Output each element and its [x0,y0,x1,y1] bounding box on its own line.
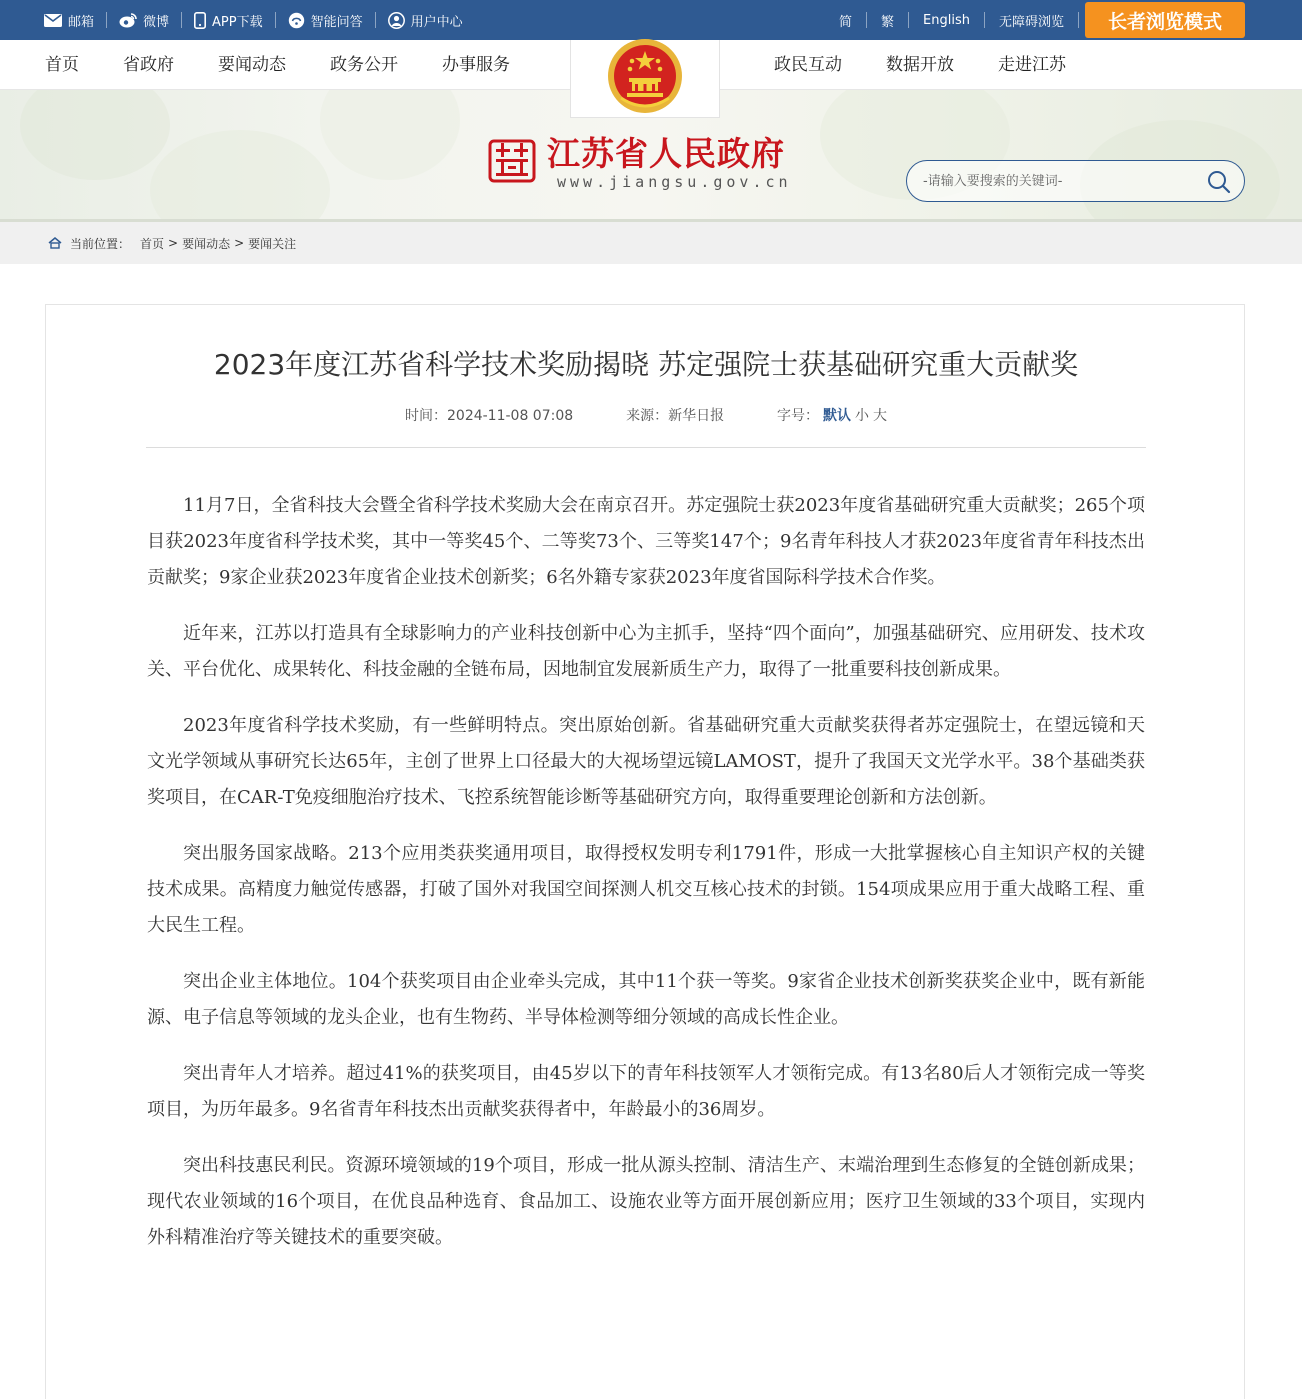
user-center-link[interactable] [376,12,475,28]
user-icon [388,12,405,29]
site-url: www.jiangsu.gov.cn [557,173,792,191]
mail-link[interactable] [44,12,107,28]
home-icon [48,237,62,249]
app-download-link[interactable] [182,12,276,28]
breadcrumb-item-home[interactable]: 首页 [140,236,165,251]
mail-icon [44,14,62,27]
simplified-chinese-link[interactable]: 简 [825,12,867,28]
nav-item-interaction[interactable]: 政民互动 [774,55,842,75]
banner-decoration [320,90,460,180]
breadcrumb [0,222,1302,264]
time-label: 时间： [405,408,447,424]
site-logo-icon [488,137,536,185]
banner-decoration [150,130,330,222]
search-input[interactable] [923,170,1203,192]
article-meta [46,405,1246,425]
publish-time: 2024-11-08 07:08 [447,408,574,424]
article-title: 2023年度江苏省科学技术奖励揭晓 苏定强院士获基础研究重大贡献奖 [213,348,1079,381]
top-bar [0,0,1302,40]
font-size-label: 字号： [776,408,819,424]
nav-item-home[interactable]: 首页 [45,55,79,75]
breadcrumb-separator: > [168,236,179,250]
elder-mode-button[interactable]: 长者浏览模式 [1085,2,1245,38]
font-size-default-button[interactable]: 默认 [822,408,851,424]
chat-icon [288,12,305,29]
article-source: 新华日报 [668,408,725,424]
weibo-label: 微博 [143,14,170,30]
traditional-chinese-link[interactable]: 繁 [867,12,909,28]
breadcrumb-item-news[interactable]: 要闻动态 [182,236,231,251]
smart-qa-label: 智能问答 [310,14,363,30]
mail-label: 邮箱 [68,14,95,30]
weibo-icon [119,13,137,28]
article-paragraph: 突出科技惠民利民。资源环境领域的19个项目，形成一批从源头控制、清洁生产、末端治理到生态修复的全链创新成果；现代农业领域的16个项目，在优良品种选育、食品加工、设施农业等方面开展创新应用；医疗卫生领域的33个项目，实现内外科精准治疗等关键技术的重要突破。 [147,1155,1145,1248]
source-label: 来源： [626,408,669,424]
breadcrumb-label: 当前位置： [70,236,131,251]
article-paragraph: 突出青年人才培养。超过41%的获奖项目，由45岁以下的青年科技领军人才领衔完成。有13名80后人才领衔完成一等奖项目，为历年最多。9名省青年科技杰出贡献奖获得者中，年龄最小的36周岁。 [147,1063,1145,1120]
article-paragraph: 11月7日，全省科技大会暨全省科学技术奖励大会在南京召开。苏定强院士获2023年度省基础研究重大贡献奖；265个项目获2023年度省科学技术奖，其中一等奖45个、二等奖73个、三等奖147个；9名青年科技人才获2023年度省青年科技杰出贡献奖；9家企业获2023年度省企业技术创新奖；6名外籍专家获2023年度省国际科学技术合作奖。 [147,495,1145,588]
article-paragraph: 2023年度省科学技术奖励，有一些鲜明特点。突出原始创新。省基础研究重大贡献奖获得者苏定强院士，在望远镜和天文光学领域从事研究长达65年，主创了世界上口径最大的大视场望远镜LAMOST，提升了我国天文光学水平。38个基础类获奖项目，在CAR-T免疫细胞治疗技术、飞控系统智能诊断等基础研究方向，取得重要理论创新和方法创新。 [147,715,1145,808]
national-emblem-icon [605,36,685,116]
emblem-container [570,40,720,118]
breadcrumb-separator: > [234,236,245,250]
weibo-link[interactable] [107,12,182,28]
breadcrumb-item-focus[interactable]: 要闻关注 [248,236,297,251]
english-link[interactable]: English [909,12,985,28]
smart-qa-link[interactable] [276,12,376,28]
nav-item-open-data[interactable]: 数据开放 [886,55,954,75]
font-size-large-button[interactable]: 大 [872,408,887,424]
user-center-label: 用户中心 [410,14,463,30]
nav-item-about-jiangsu[interactable]: 走进江苏 [998,55,1066,75]
article-paragraph: 突出企业主体地位。104个获奖项目由企业牵头完成，其中11个获一等奖。9家省企业技术创新奖获奖企业中，既有新能源、电子信息等领域的龙头企业，也有生物药、半导体检测等细分领域的高成长性企业。 [147,971,1145,1028]
font-size-small-button[interactable]: 小 [854,408,869,424]
nav-item-gov-affairs[interactable]: 政务公开 [330,55,398,75]
search-box [906,160,1245,202]
accessibility-link[interactable]: 无障碍浏览 [985,12,1079,28]
article-paragraph: 近年来，江苏以打造具有全球影响力的产业科技创新中心为主抓手，坚持“四个面向”，加强基础研究、应用研发、技术攻关、平台优化、成果转化、科技金融的全链布局，因地制宜发展新质生产力，取得了一批重要科技创新成果。 [147,623,1145,680]
article-container [45,304,1245,1399]
banner-decoration [20,90,170,180]
top-bar-right [825,0,1245,40]
article-paragraph: 突出服务国家战略。213个应用类获奖通用项目，取得授权发明专利1791件，形成一大批掌握核心自主知识产权的关键技术成果。高精度力触觉传感器，打破了国外对我国空间探测人机交互核心技术的封锁。154项成果应用于重大战略工程、重大民生工程。 [147,843,1145,936]
nav-item-news[interactable]: 要闻动态 [218,55,286,75]
nav-item-services[interactable]: 办事服务 [442,55,510,75]
nav-item-province-gov[interactable]: 省政府 [123,55,174,75]
app-download-label: APP下载 [212,14,263,30]
search-icon[interactable] [1206,169,1232,195]
mobile-icon [194,12,206,29]
top-bar-left [44,0,475,40]
article-body [147,488,1145,1276]
title-divider [146,447,1146,448]
site-title[interactable]: 江苏省人民政府 [547,134,785,173]
